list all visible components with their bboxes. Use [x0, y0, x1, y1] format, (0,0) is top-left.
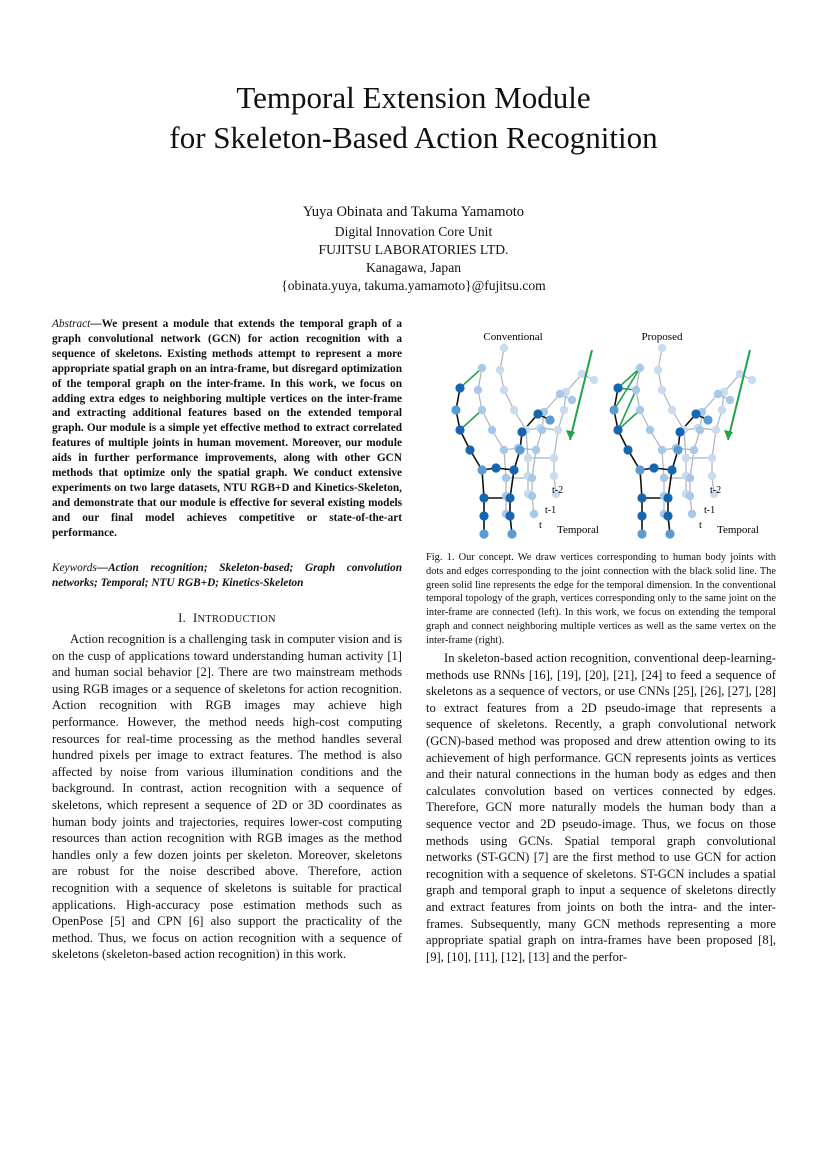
figure-1-caption: Fig. 1. Our concept. We draw vertices corresponding to human body joints with dots and edges corresponding to the joint connection with the black solid line. The green solid line represents the edge for the temporal dimension. In the conventional temporal topology of the graph, vertices corresponding only to the same joint on the inter-frame are connected (left). In this work, we focus on extending the temporal graph and connect neighboring multiple vertices as well as the same vertex on the inter-frame (right). — [426, 552, 776, 646]
skeleton-edge — [662, 450, 664, 478]
skeleton-edge — [684, 430, 686, 458]
joint-vertex — [658, 446, 666, 454]
joint-vertex — [613, 425, 622, 434]
joint-vertex — [726, 396, 734, 404]
joint-vertex — [528, 474, 536, 482]
abstract — [52, 317, 402, 541]
label-t-2-left: t-2 — [552, 485, 564, 496]
section-initial: I — [193, 611, 198, 625]
abstract-lead: Abstract — [52, 318, 91, 330]
author-org: FUJITSU LABORATORIES LTD. — [318, 242, 509, 257]
joint-vertex — [505, 493, 514, 502]
joint-vertex — [502, 474, 510, 482]
title-line-2: for Skeleton-Based Action Recognition — [169, 120, 658, 155]
joint-vertex — [665, 529, 674, 538]
joint-vertex — [550, 454, 558, 462]
joint-vertex — [538, 426, 546, 434]
keywords-lead: Keywords — [52, 562, 97, 574]
introduction-body — [52, 631, 402, 963]
joint-vertex — [696, 426, 704, 434]
author-unit: Digital Innovation Core Unit — [334, 224, 493, 239]
figure-1-concept — [432, 320, 784, 545]
temporal-arrow — [728, 350, 750, 440]
joint-vertex — [545, 415, 554, 424]
joint-vertex — [718, 406, 726, 414]
joint-vertex — [690, 446, 698, 454]
skeleton-edge — [554, 430, 558, 458]
joint-vertex — [474, 386, 482, 394]
keywords — [52, 561, 402, 591]
joint-vertex — [505, 511, 514, 520]
intro-paragraph-1: Action recognition is a challenging task in computer vision and is on the cusp of applications toward understanding human activity [1] and human social behavior [2]. There are two mainstream methods using RGB images or a sequence of skeletons for action recognition. Action recognition with RGB images may achieve high performance. However, the method needs high-cost computing resources for real-time processing as the method handles several hundred pixels per image to extract features. The method is also affected by noise from various illumination conditions and the background. In contrast, action recognition with a sequence of skeletons, which represent a sequence of 2D or 3D coordinates as human body joints and trajectories, requires lower-cost computing resources than action recognition with RGB images as the method handles only a few dozen joints per skeleton. Moreover, skeletons are robust for the noise described above. Therefore, action recognition with a sequence of skeletons is suitable for practical applications. High-accuracy pose estimation methods such as OpenPose [5] and CPN [6] also support the practicality of the method. Thus, we focus on action recognition with a sequence of skeletons (skeleton-based action recognition) in this work. — [52, 632, 402, 962]
joint-vertex — [479, 493, 488, 502]
joint-vertex — [451, 405, 460, 414]
joint-vertex — [667, 465, 676, 474]
panel-conventional — [451, 344, 598, 539]
joint-vertex — [455, 383, 464, 392]
joint-vertex — [635, 465, 644, 474]
joint-vertex — [637, 493, 646, 502]
temporal-edge — [618, 390, 636, 430]
label-t-2-right: t-2 — [710, 485, 722, 496]
temporal-arrow-head — [566, 430, 575, 440]
label-conventional: Conventional — [483, 331, 543, 343]
joint-vertex — [691, 409, 700, 418]
panel-proposed — [609, 344, 756, 539]
joint-vertex — [590, 376, 598, 384]
joint-vertex — [532, 446, 540, 454]
joint-vertex — [682, 454, 690, 462]
joint-vertex — [708, 454, 716, 462]
skeleton-edge — [504, 450, 506, 478]
joint-vertex — [528, 492, 536, 500]
joint-vertex — [477, 465, 486, 474]
author-names: Yuya Obinata and Takuma Yamamoto — [302, 204, 525, 220]
keywords-text: —Action recognition; Skeleton-based; Graph convolution networks; Temporal; NTU RGB+D; Kinetics-Skeleton — [52, 562, 402, 589]
joint-vertex — [556, 390, 564, 398]
label-proposed: Proposed — [641, 331, 683, 343]
joint-vertex — [637, 529, 646, 538]
joint-vertex — [491, 463, 500, 472]
temporal-arrow-head — [724, 430, 733, 440]
skeleton-edge — [532, 450, 536, 478]
joint-vertex — [668, 406, 676, 414]
joint-vertex — [524, 454, 532, 462]
joint-vertex — [660, 474, 668, 482]
skeleton-edge — [712, 430, 716, 458]
label-temporal-left: Temporal — [557, 524, 599, 536]
joint-vertex — [675, 427, 684, 436]
joint-vertex — [560, 406, 568, 414]
joint-vertex — [515, 445, 524, 454]
joint-vertex — [478, 406, 486, 414]
right-column-body — [426, 650, 776, 965]
author-email: {obinata.yuya, takuma.yamamoto}@fujitsu.com — [281, 278, 546, 293]
section-heading-introduction — [52, 611, 402, 626]
joint-vertex — [686, 474, 694, 482]
author-location: Kanagawa, Japan — [365, 260, 462, 275]
joint-vertex — [554, 426, 562, 434]
joint-vertex — [714, 390, 722, 398]
joint-vertex — [686, 492, 694, 500]
joint-vertex — [748, 376, 756, 384]
title-line-1: Temporal Extension Module — [236, 80, 591, 115]
joint-vertex — [609, 405, 618, 414]
joint-vertex — [636, 406, 644, 414]
joint-vertex — [632, 386, 640, 394]
joint-vertex — [533, 409, 542, 418]
joint-vertex — [488, 426, 496, 434]
joint-vertex — [654, 366, 662, 374]
temporal-arrow — [570, 350, 592, 440]
joint-vertex — [500, 386, 508, 394]
label-t-1-right: t-1 — [704, 505, 716, 516]
label-temporal-right: Temporal — [717, 524, 759, 536]
joint-vertex — [649, 463, 658, 472]
label-t-1-left: t-1 — [545, 505, 557, 516]
joint-vertex — [496, 366, 504, 374]
skeleton-edge — [526, 430, 528, 458]
author-block — [0, 203, 827, 295]
joint-vertex — [500, 446, 508, 454]
joint-vertex — [500, 344, 508, 352]
joint-vertex — [510, 406, 518, 414]
joint-vertex — [712, 426, 720, 434]
joint-vertex — [703, 415, 712, 424]
joint-vertex — [613, 383, 622, 392]
section-rest: NTRODUCTION — [197, 614, 276, 625]
joint-vertex — [658, 386, 666, 394]
joint-vertex — [530, 510, 538, 518]
abstract-text: —We present a module that extends the temporal graph of a graph convolutional network (GCN) for action recognition with a sequence of skeletons. Existing methods attempt to represent a more appropriate spatial graph on an intra-frame, but disregard optimization of the temporal graph on the inter-frame. In this work, we focus on adding extra edges to neighboring multiple vertices on the inter-frame and extracting additional features based on the extended temporal graph. Our module is a simple yet effective method to extract correlated features of multiple joints in human movement. Moreover, our module aids in further performance improvements, along with other GCN methods that optimize only the spatial graph. We conduct extensive experiments on two large datasets, NTU RGB+D and Kinetics-Skeleton, and demonstrate that our module is effective for several existing models and our final model achieves competitive or state-of-the-art performance. — [52, 318, 402, 539]
joint-vertex — [568, 396, 576, 404]
label-t-right: t — [699, 520, 702, 531]
joint-vertex — [688, 510, 696, 518]
label-t-left: t — [539, 520, 542, 531]
right-paragraph-1: In skeleton-based action recognition, conventional deep-learning-methods use RNNs [16], [19], [20], [21], [24] to feed a sequence of skeletons as a sequence of vectors, or use CNNs [25], [26], [27], [28] to extract features from a 2D pseudo-image that represents a sequence of skeletons. Recently, a graph convolutional network (GCN)-based method was proposed and drew attention owing to its achievement of high performance. GCN represents joints as vertices and their natural connections in the human body as edges and then calculates convolution based on vertices connected by edges. Therefore, GCN more naturally models the human body than a sequence vector and 2D pseudo-image. Thus, we focus on those methods using GCNs. Spatial temporal graph convolutional networks (ST-GCN) [7] are the first method to use GCN for action recognition with a sequence of skeletons. ST-GCN includes a spatial graph and temporal graph to input a sequence of skeletons directly and extract features from joints on both the intra- and the inter-frames. Subsequently, many GCN methods representing a more appropriate spatial graph on intra-frames have been proposed [8], [9], [10], [11], [12], [13] and the perfor- — [426, 651, 776, 964]
joint-vertex — [455, 425, 464, 434]
joint-vertex — [663, 493, 672, 502]
skeleton-edge — [690, 450, 694, 478]
joint-vertex — [478, 364, 486, 372]
joint-vertex — [637, 511, 646, 520]
paper-title — [0, 78, 827, 158]
joint-vertex — [623, 445, 632, 454]
joint-vertex — [507, 529, 516, 538]
section-number: I. — [178, 611, 187, 625]
joint-vertex — [550, 472, 558, 480]
joint-vertex — [509, 465, 518, 474]
joint-vertex — [646, 426, 654, 434]
joint-vertex — [479, 511, 488, 520]
joint-vertex — [673, 445, 682, 454]
joint-vertex — [479, 529, 488, 538]
joint-vertex — [517, 427, 526, 436]
joint-vertex — [465, 445, 474, 454]
joint-vertex — [708, 472, 716, 480]
joint-vertex — [658, 344, 666, 352]
joint-vertex — [663, 511, 672, 520]
joint-vertex — [636, 364, 644, 372]
